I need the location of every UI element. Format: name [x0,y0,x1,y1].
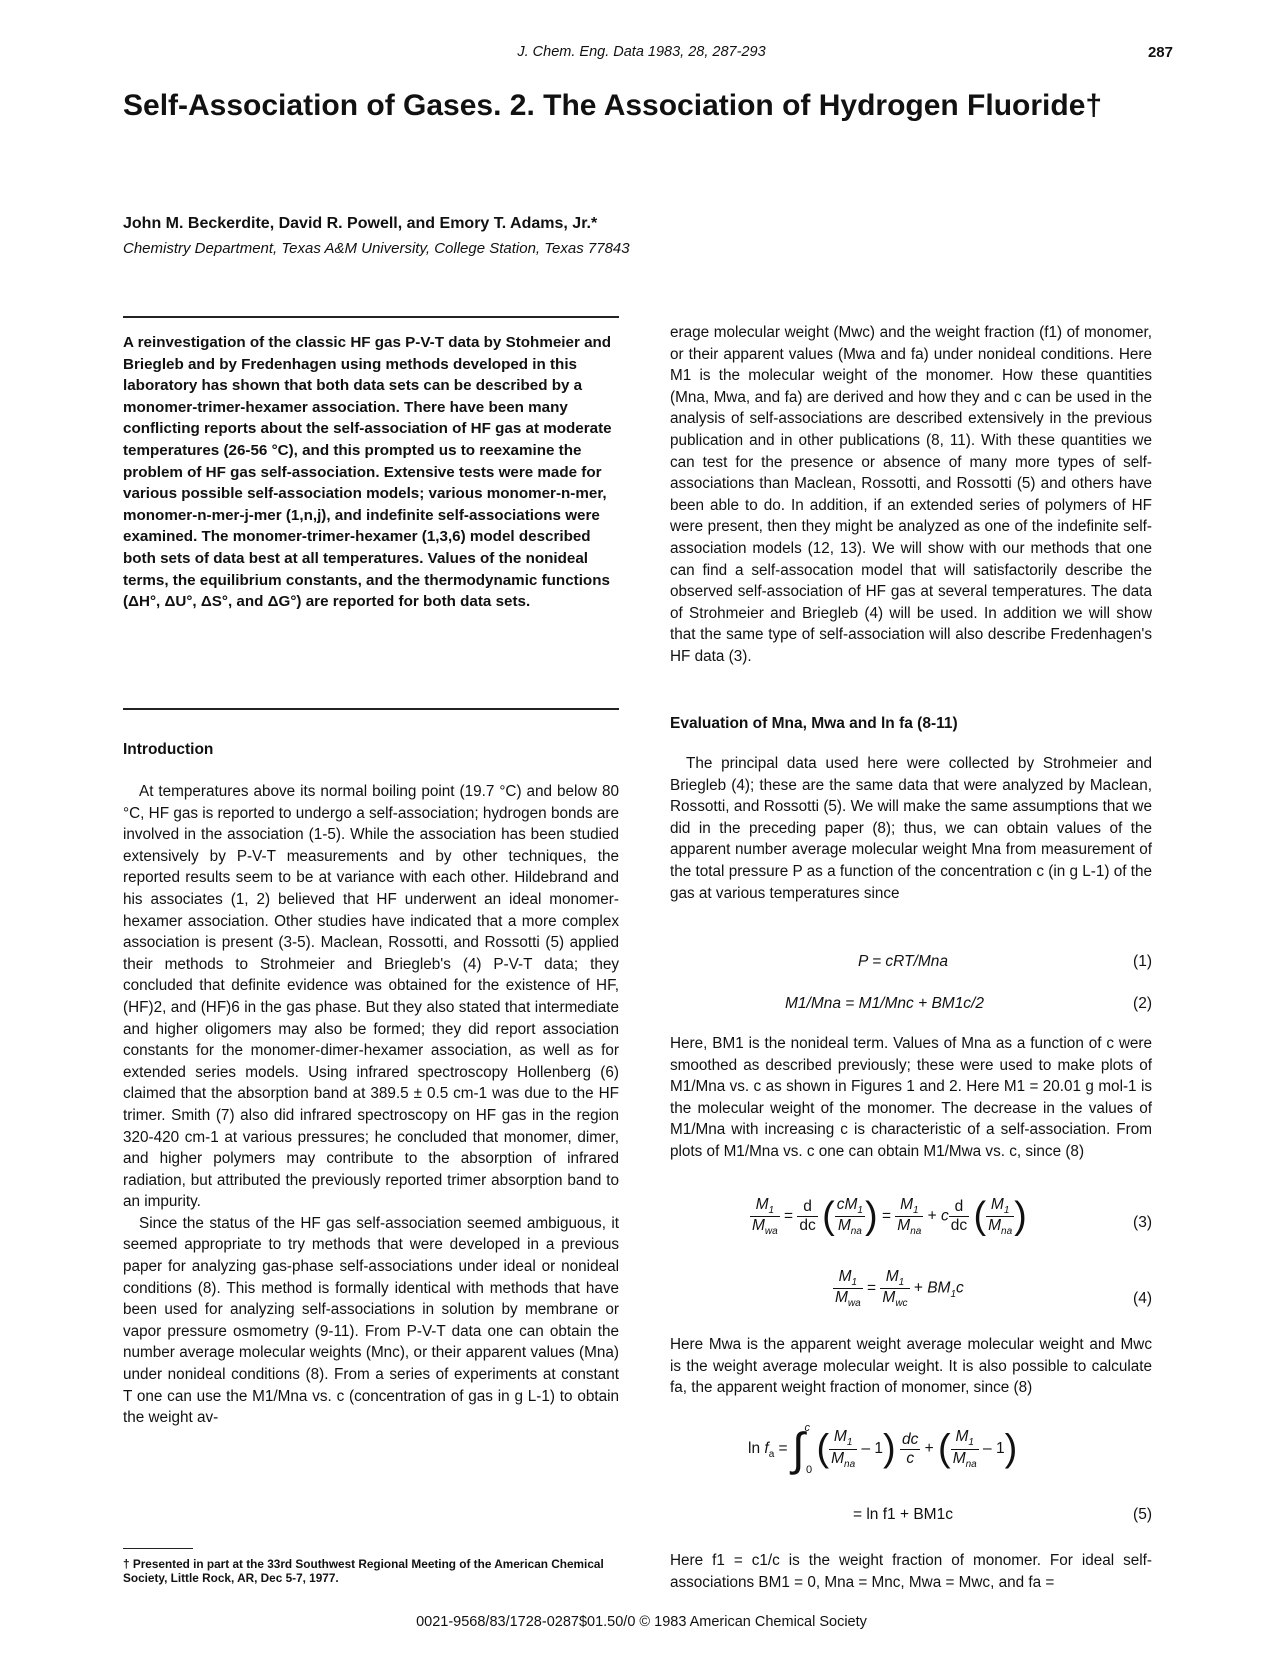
right-paragraph-2 [670,753,1152,904]
right-paragraph-3: Here, BM1 is the nonideal term. Values of Mna as a function of c were smoothed as described previously; these were used to make plots of M1/Mna vs. c as shown in Figures 1 and 2. Here M1 = 20.01 g mol-1 is the molecular weight of the monomer. The decrease in the values of M1/Mna with increasing c is characteristic of a self-association. From plots of M1/Mna vs. c one can obtain M1/Mwa vs. c, since (8) [670,1035,1152,1160]
equation-5-line-2: = ln f1 + BM1c [853,1506,953,1523]
right-paragraph-1: erage molecular weight (Mwc) and the weight fraction (f1) of monomer, or their apparent values (Mwa and fa) under nonideal conditions. Here M1 is the molecular weight of the monomer. How these quantities (Mna, Mwa, and fa) are derived and how they and c can be used in the analysis of self-associations are described extensively in the previous publication and in other publications (8, 11). With these quantities we can test for the presence or absence of many more types of self-associations than Maclean, Rossotti, and Rossotti (5) and others have been able to do. In addition, if an extended series of polymers of HF were present, then they might be analyzed as one of the indefinite self-association models (12, 13). We will show with our methods that one can find a self-assocation model that will satisfactorily describe the observed self-association of HF gas at several temperatures. The data of Strohmeier and Briegleb (4) will be used. In addition we will show that the same type of self-association will also describe Fredenhagen's HF data (3). [670,324,1152,665]
equation-2: M1/Mna = M1/Mnc + BM1c/2 [785,995,984,1012]
page-number: 287 [1147,44,1173,61]
authors: John M. Beckerdite, David R. Powell, and Emory T. Adams, Jr.* [123,215,598,232]
equation-5-number: (5) [1133,1506,1152,1523]
abstract-bottom-rule [123,708,619,710]
journal-citation: J. Chem. Eng. Data 1983, 28, 287-293 [517,44,766,60]
right-paragraph-5: Here f1 = c1/c is the weight fraction of monomer. For ideal self-associations BM1 = 0, Mna = Mnc, Mwa = Mwc, and fa = [670,1552,1152,1591]
equation-5: $\ln f_a = \int^c0$ ( $\frac{M_1}{M_{na}}$ – 1) $\frac{dc}{c}$ + ( $\frac{M_1}{M_{na}}$ – 1) [748,1422,1018,1476]
abstract: A reinvestigation of the classic HF gas P-V-T data by Stohmeier and Briegleb and by Fredenhagen using methods developed in this laboratory has shown that both data sets can be described by a monomer-trimer-hexamer association. There have been many conflicting reports about the self-association of HF gas at moderate temperatures (26-56 °C), and this prompted us to reexamine the problem of HF gas self-association. Extensive tests were made for various possible self-association models; various monomer-n-mer, monomer-n-mer-j-mer (1,n,j), and indefinite self-associations were examined. The monomer-trimer-hexamer (1,3,6) model described both sets of data best at all temperatures. Values of the nonideal terms, the equilibrium constants, and the thermodynamic functions (ΔH°, ΔU°, ΔS°, and ΔG°) are reported for both data sets. [123,334,612,611]
equation-1: P = cRT/Mna [858,953,949,970]
abstract-top-rule [123,316,619,318]
section-heading-evaluation: Evaluation of Mna, Mwa and ln fa (8-11) [670,715,958,732]
footnote-rule [123,1548,193,1549]
intro-paragraph-1: At temperatures above its normal boiling point (19.7 °C) and below 80 °C, HF gas is reported to undergo a self-association; hydrogen bonds are involved in the association (1-5). While the association has been studied extensively by P-V-T measurements and by other techniques, the reported results seem to be at variance with each other. Hildebrand and his associates (1, 2) believed that HF underwent an ideal monomer-hexamer association. Other studies have indicated that a more complex association is present (3-5). Maclean, Rossotti, and Rossotti (5) applied their methods to Strohmeier and Briegleb's (4) P-V-T data; they concluded that definite evidence was obtained for the existence of HF, (HF)2, and (HF)6 in the gas phase. But they also stated that intermediate and higher oligomers may also be formed; they did report association constants for the monomer-dimer-hexamer association, as well as for extended series models. Using infrared spectroscopy Hollenberg (6) claimed that the absorption band at 389.5 ± 0.5 cm-1 was due to the HF trimer. Smith (7) also did infrared spectroscopy on HF gas in the region 320-420 cm-1 at various pressures; he concluded that monomer, dimer, and higher polymers may contribute to the absorption of infrared radiation, but attributed the previously reported trimer absorption band to an impurity. [123,783,619,1211]
equation-3: $\frac{M_1}{M_{wa}}$ = $\frac{d}{dc}$ ( $\frac{cM_1}{M_{na}}$ ) = $\frac{M_1}{M_{na}}$ + c $\frac{d}{dc}$ ( $\frac{M_1}{M_{na}}$ ) [752,1195,1027,1238]
paper-title: Self-Association of Gases. 2. The Association of Hydrogen Fluoride† [123,89,1103,122]
equation-3-number: (3) [1133,1214,1152,1231]
right-paragraph-2-text: The principal data used here were collected by Strohmeier and Briegleb (4); these are the same data that were analyzed by Maclean, Rossotti, and Rossotti (5). We will make the same assumptions that we did in the preceding paper (8); thus, we can obtain values of the apparent number average molecular weight Mna from measurement of the total pressure P as a function of the concentration c (in g L-1) of the gas at various temperatures since [670,755,1152,902]
equation-4: $\frac{M_1}{M_{wa}}$ = $\frac{M_1}{M_{wc}}$ + $BM_1c$ [835,1268,964,1310]
copyright-line: 0021-9568/83/1728-0287$01.50/0 © 1983 American Chemical Society [416,1614,867,1630]
introduction-heading: Introduction [123,741,214,758]
equation-1-number: (1) [1133,953,1152,970]
intro-paragraph-2: Since the status of the HF gas self-association seemed ambiguous, it seemed appropriate to try methods that were developed in a previous paper for analyzing gas-phase self-associations under ideal or nonideal conditions (8). This method is formally identical with methods that have been used for analyzing self-associations in solution by membrane or vapor pressure osmometry (9-11). From P-V-T data one can obtain the number average molecular weights (Mnc), or their apparent values (Mna) under nonideal conditions (8). From a series of experiments at constant T one can use the M1/Mna vs. c (concentration of gas in g L-1) to obtain the weight av- [123,1214,619,1427]
equation-4-number: (4) [1133,1290,1152,1307]
equation-2-number: (2) [1133,995,1152,1012]
introduction-body [123,781,619,1429]
affiliation: Chemistry Department, Texas A&M University, College Station, Texas 77843 [123,240,630,257]
footnote: † Presented in part at the 33rd Southwest Regional Meeting of the American Chemical Society, Little Rock, AR, Dec 5-7, 1977. [123,1557,604,1585]
right-paragraph-4: Here Mwa is the apparent weight average molecular weight and Mwc is the weight average molecular weight. It is also possible to calculate fa, the apparent weight fraction of monomer, since (8) [670,1336,1152,1397]
